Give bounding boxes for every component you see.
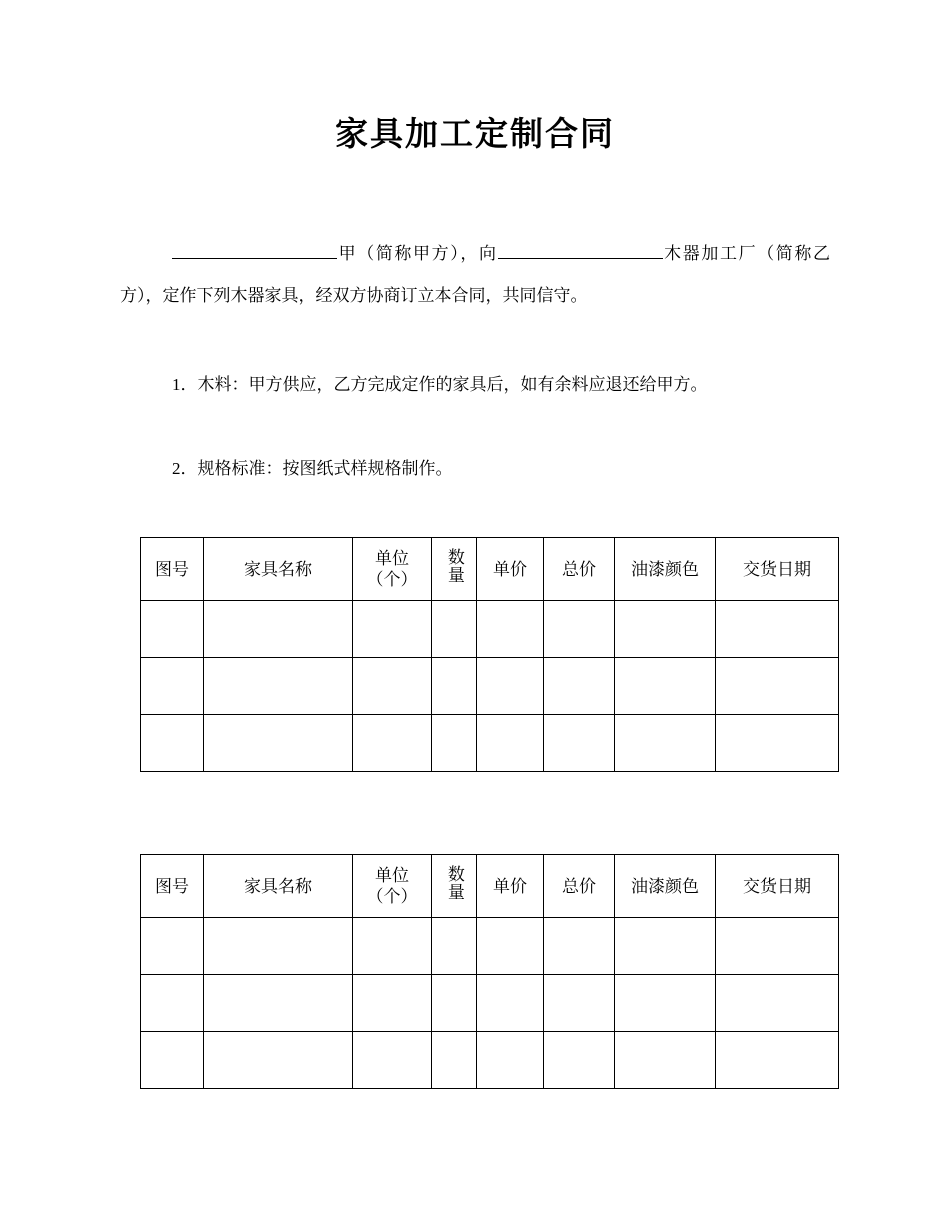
cell-furniture-name[interactable]	[204, 601, 353, 658]
cell-quantity[interactable]	[432, 975, 477, 1032]
cell-drawing-no[interactable]	[141, 918, 204, 975]
cell-paint-color[interactable]	[615, 918, 716, 975]
header-unit-line-1: 单位	[375, 866, 409, 885]
header-unit-line-2: （个）	[366, 570, 418, 589]
cell-drawing-no[interactable]	[141, 658, 204, 715]
header-cell-delivery-date: 交货日期	[716, 538, 839, 601]
header-cell-unit-price: 单价	[477, 538, 544, 601]
header-cell-drawing-no: 图号	[141, 855, 204, 918]
intro-text-1: 甲（简称甲方），向	[337, 244, 498, 263]
cell-drawing-no[interactable]	[141, 601, 204, 658]
cell-unit-price[interactable]	[477, 715, 544, 772]
header-cell-unit-price: 单价	[477, 855, 544, 918]
cell-paint-color[interactable]	[615, 715, 716, 772]
cell-unit-price[interactable]	[477, 1032, 544, 1089]
header-cell-furniture-name: 家具名称	[204, 855, 353, 918]
cell-furniture-name[interactable]	[204, 1032, 353, 1089]
cell-paint-color[interactable]	[615, 1032, 716, 1089]
clause-item-1: 1．木料：甲方供应，乙方完成定作的家具后，如有余料应退还给甲方。	[172, 375, 708, 394]
cell-drawing-no[interactable]	[141, 975, 204, 1032]
cell-delivery-date[interactable]	[716, 975, 839, 1032]
cell-unit[interactable]	[353, 975, 432, 1032]
header-cell-paint-color: 油漆颜色	[615, 855, 716, 918]
table-row	[141, 658, 839, 715]
cell-furniture-name[interactable]	[204, 715, 353, 772]
cell-quantity[interactable]	[432, 918, 477, 975]
cell-delivery-date[interactable]	[716, 1032, 839, 1089]
header-cell-quantity	[432, 538, 477, 601]
header-cell-total-price: 总价	[544, 855, 615, 918]
cell-total-price[interactable]	[544, 715, 615, 772]
header-cell-paint-color: 油漆颜色	[615, 538, 716, 601]
header-quantity-text: 数量	[444, 548, 464, 584]
cell-unit-price[interactable]	[477, 918, 544, 975]
cell-quantity[interactable]	[432, 715, 477, 772]
table-row	[141, 918, 839, 975]
cell-quantity[interactable]	[432, 658, 477, 715]
cell-total-price[interactable]	[544, 658, 615, 715]
cell-unit[interactable]	[353, 658, 432, 715]
party-b-blank[interactable]	[498, 258, 663, 259]
cell-total-price[interactable]	[544, 975, 615, 1032]
cell-furniture-name[interactable]	[204, 918, 353, 975]
table-header-row	[141, 855, 839, 918]
cell-unit-price[interactable]	[477, 975, 544, 1032]
cell-paint-color[interactable]	[615, 658, 716, 715]
cell-delivery-date[interactable]	[716, 658, 839, 715]
cell-unit-price[interactable]	[477, 658, 544, 715]
clause-item-2: 2．规格标准：按图纸式样规格制作。	[172, 459, 453, 478]
cell-total-price[interactable]	[544, 1032, 615, 1089]
cell-paint-color[interactable]	[615, 975, 716, 1032]
cell-quantity[interactable]	[432, 601, 477, 658]
table-row	[141, 715, 839, 772]
intro-paragraph	[120, 233, 830, 317]
cell-drawing-no[interactable]	[141, 1032, 204, 1089]
cell-unit[interactable]	[353, 601, 432, 658]
table-header-row	[141, 538, 839, 601]
cell-total-price[interactable]	[544, 918, 615, 975]
page-title: 家具加工定制合同	[335, 115, 615, 152]
header-cell-drawing-no: 图号	[141, 538, 204, 601]
header-cell-total-price: 总价	[544, 538, 615, 601]
header-quantity-text: 数量	[444, 865, 464, 901]
header-cell-unit	[353, 855, 432, 918]
cell-unit-price[interactable]	[477, 601, 544, 658]
table-row	[141, 601, 839, 658]
cell-unit[interactable]	[353, 1032, 432, 1089]
cell-total-price[interactable]	[544, 601, 615, 658]
header-cell-unit	[353, 538, 432, 601]
table-row	[141, 975, 839, 1032]
cell-furniture-name[interactable]	[204, 658, 353, 715]
cell-unit[interactable]	[353, 918, 432, 975]
table-row	[141, 1032, 839, 1089]
header-cell-quantity	[432, 855, 477, 918]
cell-delivery-date[interactable]	[716, 601, 839, 658]
party-a-blank[interactable]	[172, 258, 337, 259]
cell-delivery-date[interactable]	[716, 715, 839, 772]
cell-paint-color[interactable]	[615, 601, 716, 658]
cell-unit[interactable]	[353, 715, 432, 772]
cell-drawing-no[interactable]	[141, 715, 204, 772]
goods-table-2	[140, 854, 839, 1089]
cell-delivery-date[interactable]	[716, 918, 839, 975]
header-unit-line-2: （个）	[366, 887, 418, 906]
goods-table-2-head	[141, 855, 839, 918]
cell-furniture-name[interactable]	[204, 975, 353, 1032]
goods-table-1-body	[141, 601, 839, 772]
goods-table-1	[140, 537, 839, 772]
header-unit-line-1: 单位	[375, 549, 409, 568]
cell-quantity[interactable]	[432, 1032, 477, 1089]
intro-text-2: 木器加工厂（简称乙方），定作下列木器家具，经双方协商订立本合同，共同信守。	[120, 244, 831, 305]
goods-table-2-body	[141, 918, 839, 1089]
header-cell-furniture-name: 家具名称	[204, 538, 353, 601]
header-cell-delivery-date: 交货日期	[716, 855, 839, 918]
goods-table-1-head	[141, 538, 839, 601]
